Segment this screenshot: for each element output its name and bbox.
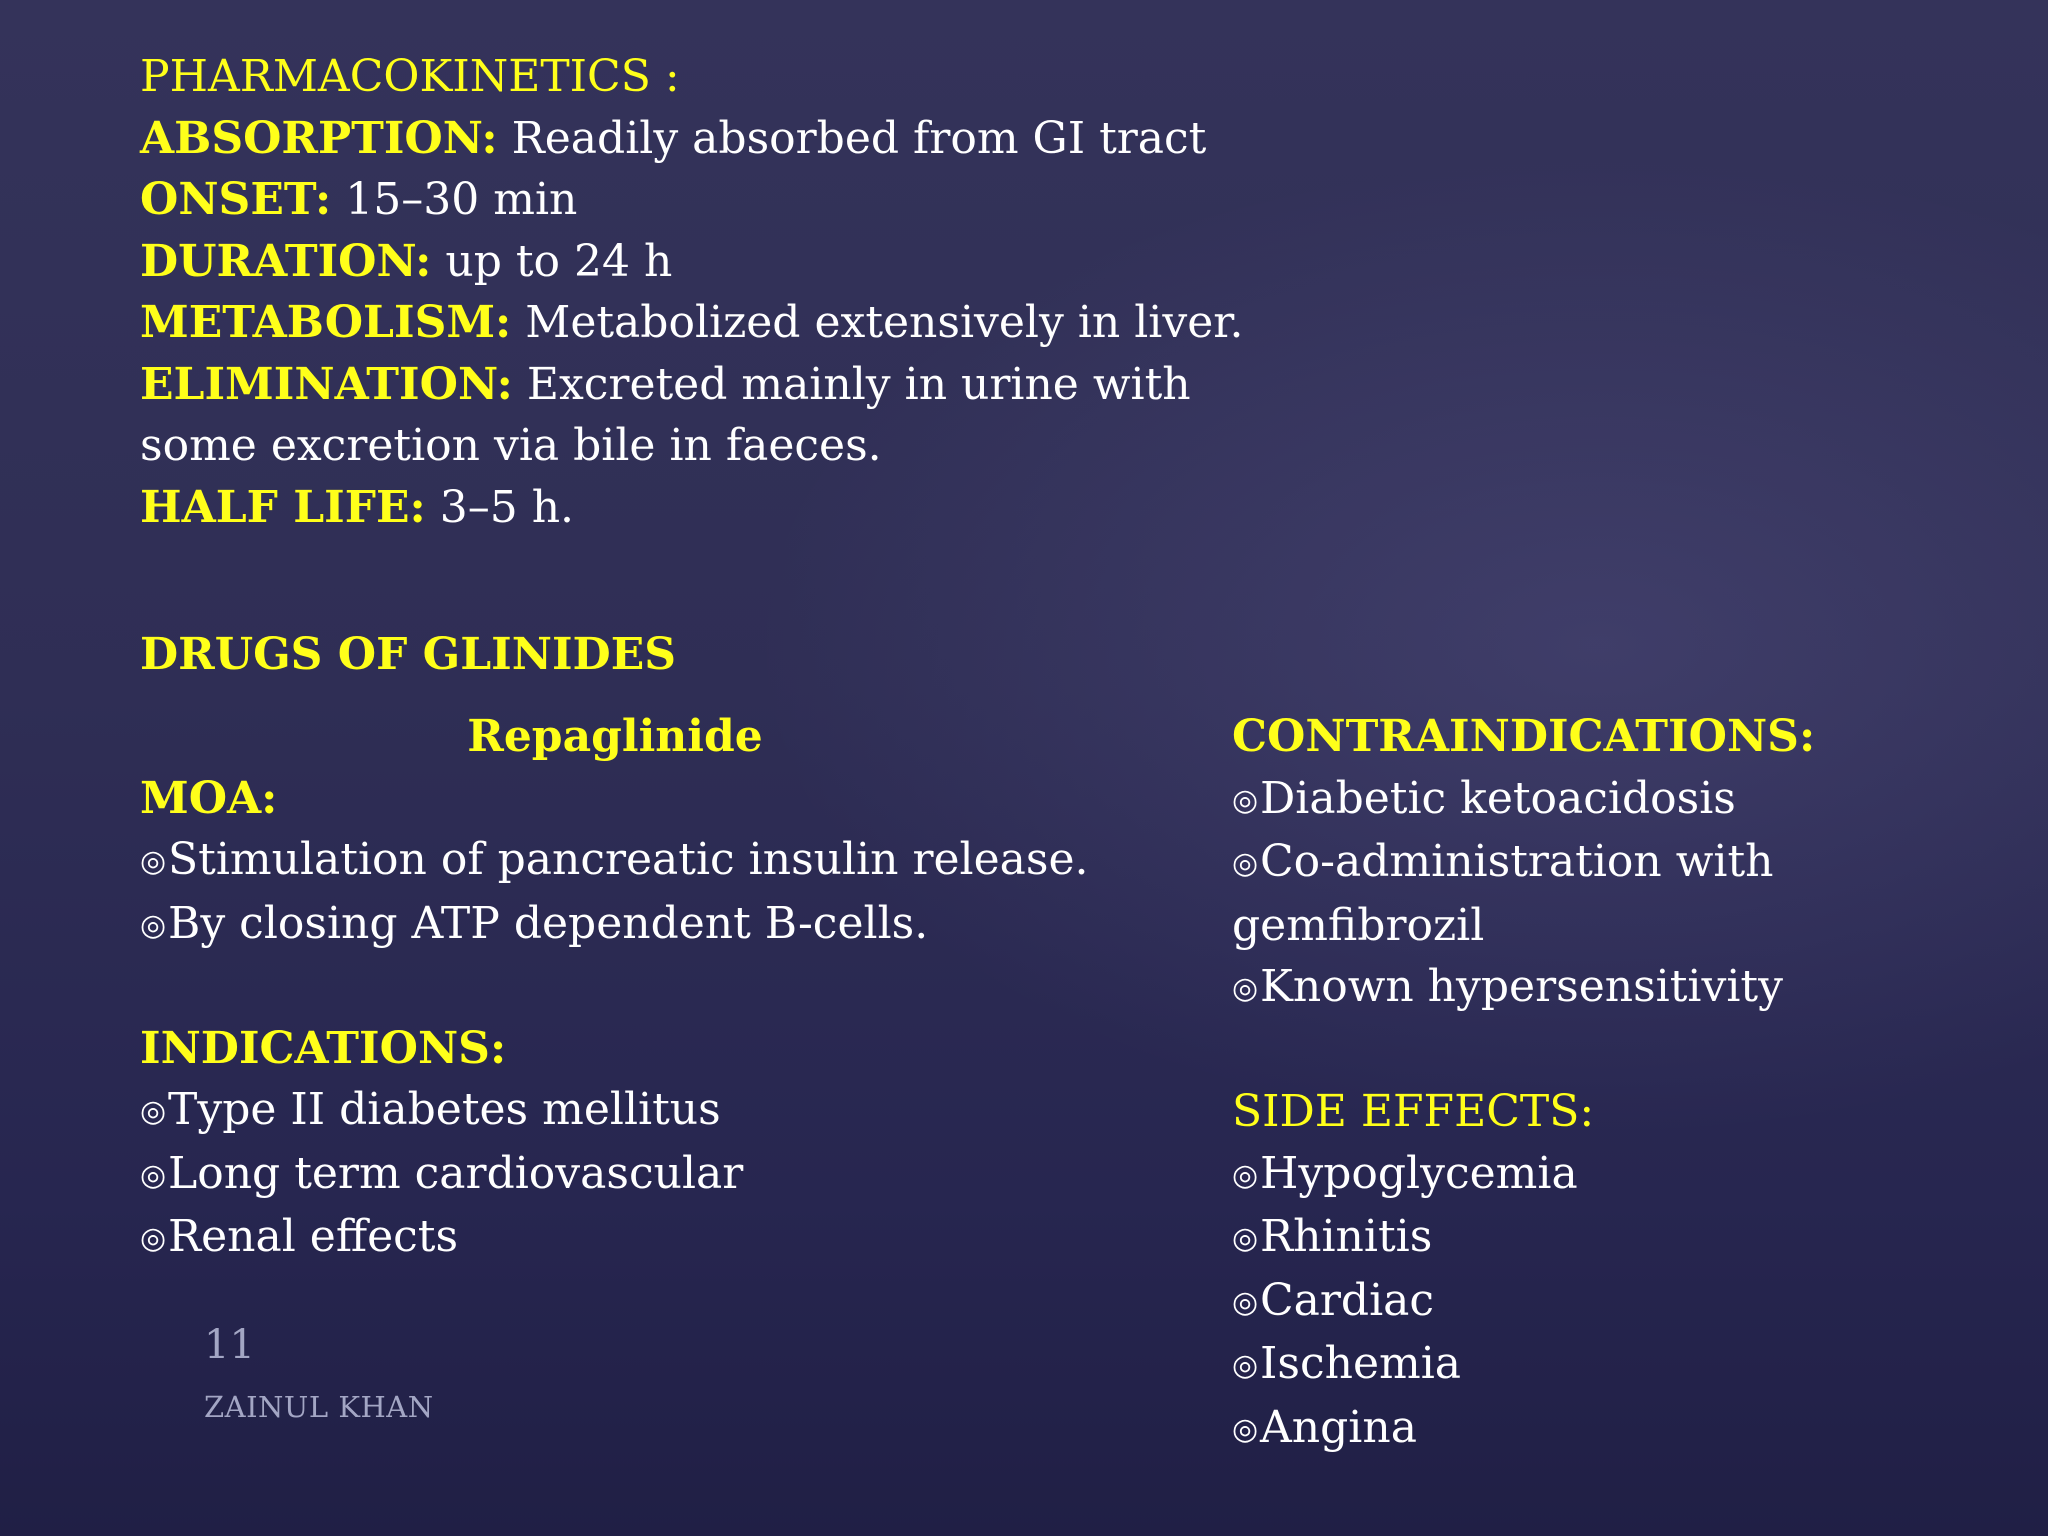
- left-column: [140, 706, 1090, 1270]
- spiral-bullet-icon: ◎: [1232, 1411, 1259, 1447]
- spiral-bullet-icon: ◎: [140, 907, 167, 943]
- absorption-value: Readily absorbed from GI tract: [497, 112, 1207, 164]
- absorption-label: ABSORPTION:: [140, 112, 498, 164]
- spiral-bullet-icon: ◎: [1232, 782, 1259, 818]
- list-item: [1232, 1333, 1815, 1397]
- indication-item-3: Renal effects: [168, 1211, 459, 1262]
- spacer: [1232, 1020, 1815, 1082]
- elimination-value: Excreted mainly in urine with: [512, 358, 1191, 410]
- onset-line: [140, 169, 1243, 231]
- metabolism-label: METABOLISM:: [140, 297, 512, 348]
- contraindication-item-1: Diabetic ketoacidosis: [1260, 772, 1736, 824]
- list-item: [1232, 1206, 1815, 1270]
- drugs-heading-block: [140, 624, 676, 686]
- elimination-continuation: some excretion via bile in faeces.: [140, 420, 882, 471]
- side-effect-item-2: Rhinitis: [1260, 1211, 1433, 1262]
- absorption-line: [140, 108, 1243, 170]
- pharmacokinetics-section: [140, 46, 1243, 538]
- slide-number: 11: [204, 1322, 255, 1368]
- indications-heading: INDICATIONS:: [140, 1022, 507, 1074]
- side-effect-item-5: Angina: [1260, 1401, 1417, 1453]
- drug-name-title: Repaglinide: [467, 711, 763, 762]
- side-effect-item-1: Hypoglycemia: [1260, 1147, 1578, 1199]
- duration-value: up to 24 h: [431, 235, 673, 287]
- half-life-value: 3–5 h.: [425, 481, 575, 533]
- list-item: [1232, 1397, 1815, 1461]
- spiral-bullet-icon: ◎: [1232, 971, 1259, 1006]
- contraindications-heading: CONTRAINDICATIONS:: [1232, 711, 1816, 762]
- metabolism-value: Metabolized extensively in liver.: [511, 297, 1244, 348]
- footer-author: ZAINUL KHAN: [204, 1390, 434, 1424]
- right-column: [1232, 706, 1815, 1460]
- list-item: [1232, 1270, 1815, 1334]
- contraindication-item-2: Co-administration with: [1260, 836, 1774, 887]
- indication-item-1: Type II diabetes mellitus: [168, 1084, 721, 1135]
- moa-item-2: By closing ATP dependent B-cells.: [168, 897, 929, 949]
- side-effects-heading: SIDE EFFECTS:: [1232, 1086, 1595, 1137]
- side-effect-item-4: Ischemia: [1260, 1338, 1462, 1389]
- elimination-line: [140, 354, 1243, 416]
- drugs-of-glinides-heading: DRUGS OF GLINIDES: [140, 629, 677, 680]
- list-item: [1232, 956, 1815, 1020]
- list-item: [1232, 831, 1815, 895]
- spiral-bullet-icon: ◎: [1232, 1157, 1259, 1193]
- drug-name-line: [140, 706, 1090, 768]
- duration-label: DURATION:: [140, 235, 432, 287]
- elimination-label: ELIMINATION:: [140, 358, 513, 410]
- list-item: [140, 1143, 1090, 1207]
- moa-heading: MOA:: [140, 772, 278, 824]
- spiral-bullet-icon: ◎: [1232, 1284, 1259, 1320]
- contraindication-item-2-continuation: gemfibrozil: [1232, 899, 1485, 951]
- list-item: [140, 1206, 1090, 1270]
- pharmacokinetics-heading: PHARMACOKINETICS :: [140, 51, 680, 102]
- list-item: [140, 893, 1090, 957]
- list-item: [1232, 768, 1815, 832]
- spiral-bullet-icon: ◎: [1232, 1348, 1259, 1383]
- list-item: [140, 829, 1090, 893]
- spacer: [140, 956, 1090, 1018]
- half-life-line: [140, 477, 1243, 539]
- half-life-label: HALF LIFE:: [140, 481, 426, 533]
- spiral-bullet-icon: ◎: [1232, 1221, 1259, 1256]
- side-effect-item-3: Cardiac: [1260, 1274, 1435, 1326]
- list-item: [1232, 1143, 1815, 1207]
- spiral-bullet-icon: ◎: [140, 844, 167, 879]
- spiral-bullet-icon: ◎: [140, 1221, 167, 1256]
- spiral-bullet-icon: ◎: [140, 1094, 167, 1129]
- list-item: [140, 1079, 1090, 1143]
- spiral-bullet-icon: ◎: [1232, 846, 1259, 881]
- onset-label: ONSET:: [140, 174, 332, 225]
- spiral-bullet-icon: ◎: [140, 1157, 167, 1193]
- onset-value: 15–30 min: [331, 174, 578, 225]
- contraindication-item-3: Known hypersensitivity: [1260, 961, 1783, 1012]
- metabolism-line: [140, 292, 1243, 354]
- indication-item-2: Long term cardiovascular: [168, 1147, 744, 1199]
- moa-item-1: Stimulation of pancreatic insulin release.: [168, 834, 1089, 885]
- duration-line: [140, 231, 1243, 293]
